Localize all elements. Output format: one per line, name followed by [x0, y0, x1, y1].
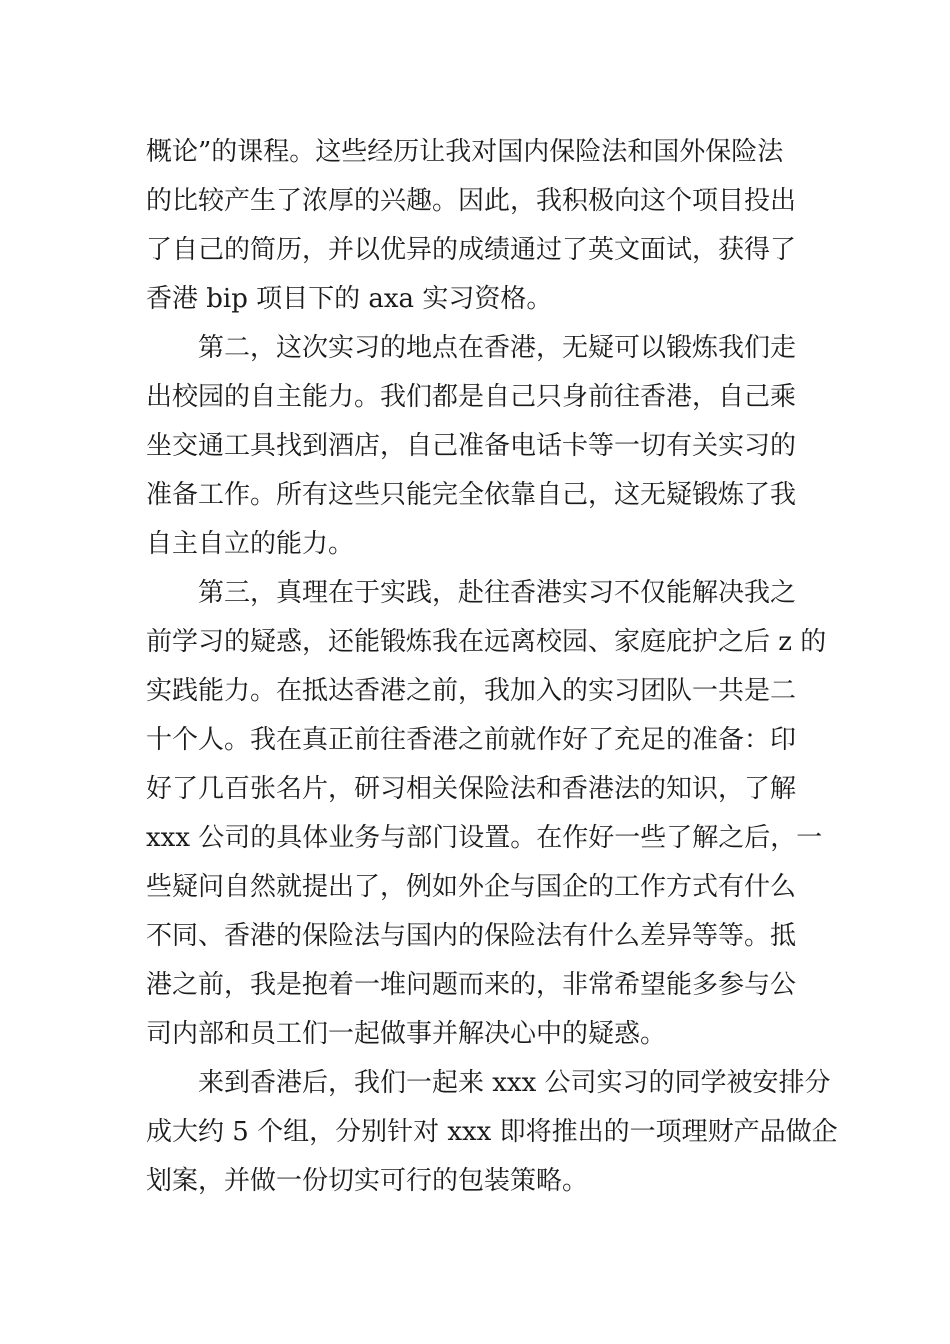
- paragraph-2: [146, 324, 808, 569]
- text-line: 司内部和员工们一起做事并解决心中的疑惑。: [146, 1019, 667, 1049]
- text-line: 不同、香港的保险法与国内的保险法有什么差异等等。抵: [146, 921, 797, 951]
- text-line: 些疑问自然就提出了，例如外企与国企的工作方式有什么: [146, 872, 797, 902]
- paragraph-1: [146, 128, 808, 324]
- text-line: 出校园的自主能力。我们都是自己只身前往香港，自己乘: [146, 382, 797, 412]
- text-line: xxx 公司的具体业务与部门设置。在作好一些了解之后，一: [146, 823, 823, 853]
- text-line: 了自己的简历，并以优异的成绩通过了英文面试，获得了: [146, 235, 797, 265]
- paragraph-3: [146, 569, 827, 1059]
- text-line: 概论”的课程。这些经历让我对国内保险法和国外保险法: [146, 137, 784, 167]
- text-line: 前学习的疑惑，还能锻炼我在远离校园、家庭庇护之后 z 的: [146, 627, 827, 657]
- text-line: 第二，这次实习的地点在香港，无疑可以锻炼我们走: [198, 333, 797, 363]
- text-line: 的比较产生了浓厚的兴趣。因此，我积极向这个项目投出: [146, 186, 797, 216]
- text-line: 划案，并做一份切实可行的包装策略。: [146, 1166, 589, 1196]
- paragraph-4: [146, 1059, 838, 1206]
- text-line: 坐交通工具找到酒店，自己准备电话卡等一切有关实习的: [146, 431, 797, 461]
- text-line: 来到香港后，我们一起来 xxx 公司实习的同学被安排分: [198, 1068, 831, 1098]
- text-line: 好了几百张名片，研习相关保险法和香港法的知识，了解: [146, 774, 797, 804]
- text-line: 实践能力。在抵达香港之前，我加入的实习团队一共是二: [146, 676, 797, 706]
- text-line: 准备工作。所有这些只能完全依靠自己，这无疑锻炼了我: [146, 480, 797, 510]
- text-line: 成大约 5 个组，分别针对 xxx 即将推出的一项理财产品做企: [146, 1117, 838, 1147]
- text-line: 十个人。我在真正前往香港之前就作好了充足的准备：印: [146, 725, 797, 755]
- text-line: 自主自立的能力。: [146, 529, 355, 559]
- text-line: 第三，真理在于实践，赴往香港实习不仅能解决我之: [198, 578, 797, 608]
- document-body: [146, 128, 838, 1206]
- text-line: 香港 bip 项目下的 axa 实习资格。: [146, 284, 553, 314]
- text-line: 港之前，我是抱着一堆问题而来的，非常希望能多参与公: [146, 970, 797, 1000]
